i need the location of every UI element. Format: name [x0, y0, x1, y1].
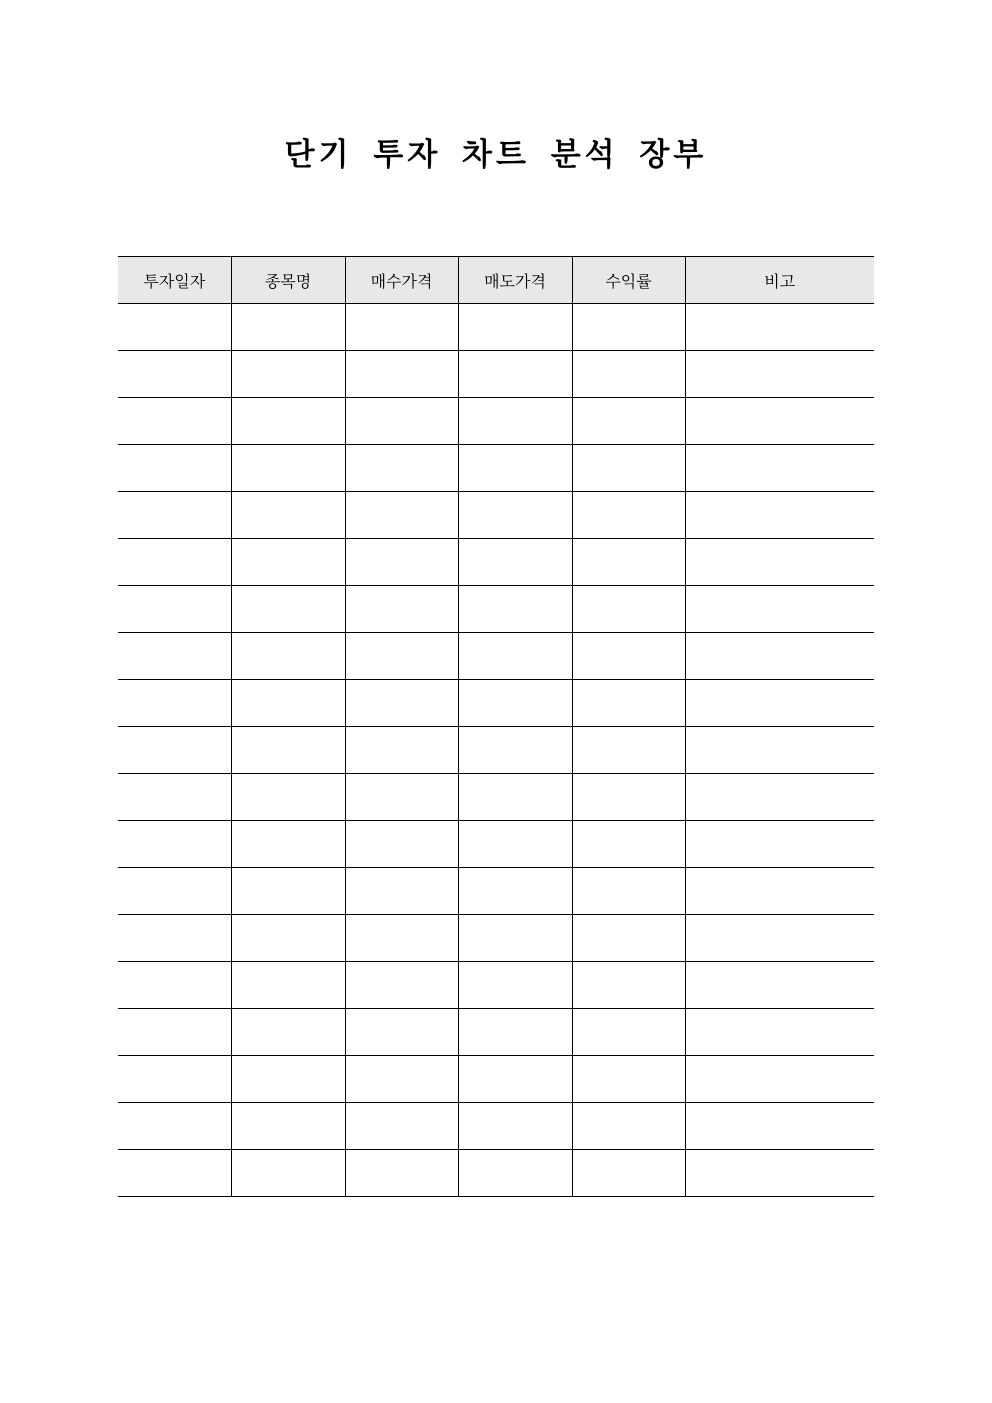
cell-investment-date[interactable]: [118, 1056, 231, 1103]
table-row: [118, 727, 874, 774]
cell-buy-price[interactable]: [345, 633, 458, 680]
table-row: [118, 1009, 874, 1056]
cell-stock-name[interactable]: [231, 680, 345, 727]
cell-sell-price[interactable]: [458, 727, 572, 774]
cell-buy-price[interactable]: [345, 727, 458, 774]
table-header-row: [118, 257, 874, 304]
cell-return-rate[interactable]: [572, 492, 685, 539]
cell-stock-name[interactable]: [231, 492, 345, 539]
cell-remarks[interactable]: [685, 868, 874, 915]
cell-remarks[interactable]: [685, 633, 874, 680]
cell-buy-price[interactable]: [345, 915, 458, 962]
cell-buy-price[interactable]: [345, 774, 458, 821]
cell-stock-name[interactable]: [231, 1009, 345, 1056]
cell-stock-name[interactable]: [231, 633, 345, 680]
cell-sell-price[interactable]: [458, 492, 572, 539]
cell-stock-name[interactable]: [231, 774, 345, 821]
cell-investment-date[interactable]: [118, 868, 231, 915]
cell-sell-price[interactable]: [458, 1056, 572, 1103]
cell-investment-date[interactable]: [118, 445, 231, 492]
cell-stock-name[interactable]: [231, 398, 345, 445]
cell-sell-price[interactable]: [458, 633, 572, 680]
header-return-rate: 수익률: [572, 257, 685, 304]
cell-stock-name[interactable]: [231, 727, 345, 774]
cell-sell-price[interactable]: [458, 962, 572, 1009]
header-investment-date: 투자일자: [118, 257, 231, 304]
header-remarks: 비고: [685, 257, 874, 304]
cell-remarks[interactable]: [685, 304, 874, 351]
cell-return-rate[interactable]: [572, 1103, 685, 1150]
cell-remarks[interactable]: [685, 445, 874, 492]
table-row: [118, 351, 874, 398]
cell-investment-date[interactable]: [118, 398, 231, 445]
cell-return-rate[interactable]: [572, 539, 685, 586]
cell-stock-name[interactable]: [231, 915, 345, 962]
cell-return-rate[interactable]: [572, 398, 685, 445]
cell-buy-price[interactable]: [345, 398, 458, 445]
cell-remarks[interactable]: [685, 351, 874, 398]
cell-stock-name[interactable]: [231, 868, 345, 915]
cell-buy-price[interactable]: [345, 1150, 458, 1197]
cell-investment-date[interactable]: [118, 1009, 231, 1056]
table-row: [118, 398, 874, 445]
cell-remarks[interactable]: [685, 586, 874, 633]
cell-investment-date[interactable]: [118, 351, 231, 398]
header-sell-price: 매도가격: [458, 257, 572, 304]
table-row: [118, 868, 874, 915]
table-row: [118, 445, 874, 492]
cell-buy-price[interactable]: [345, 539, 458, 586]
header-stock-name: 종목명: [231, 257, 345, 304]
cell-stock-name[interactable]: [231, 586, 345, 633]
cell-buy-price[interactable]: [345, 586, 458, 633]
cell-remarks[interactable]: [685, 915, 874, 962]
cell-stock-name[interactable]: [231, 1150, 345, 1197]
cell-sell-price[interactable]: [458, 586, 572, 633]
cell-stock-name[interactable]: [231, 962, 345, 1009]
cell-buy-price[interactable]: [345, 1103, 458, 1150]
table-body: [118, 304, 874, 1197]
cell-remarks[interactable]: [685, 492, 874, 539]
cell-remarks[interactable]: [685, 1009, 874, 1056]
cell-investment-date[interactable]: [118, 492, 231, 539]
cell-return-rate[interactable]: [572, 304, 685, 351]
table-row: [118, 539, 874, 586]
table-row: [118, 492, 874, 539]
page-title: 단기 투자 차트 분석 장부: [284, 137, 708, 173]
table-row: [118, 680, 874, 727]
table-row: [118, 1056, 874, 1103]
cell-return-rate[interactable]: [572, 1056, 685, 1103]
cell-sell-price[interactable]: [458, 774, 572, 821]
cell-remarks[interactable]: [685, 821, 874, 868]
cell-sell-price[interactable]: [458, 398, 572, 445]
cell-return-rate[interactable]: [572, 915, 685, 962]
cell-sell-price[interactable]: [458, 1150, 572, 1197]
table-row: [118, 1150, 874, 1197]
cell-buy-price[interactable]: [345, 680, 458, 727]
cell-remarks[interactable]: [685, 1056, 874, 1103]
header-buy-price: 매수가격: [345, 257, 458, 304]
table-row: [118, 962, 874, 1009]
cell-buy-price[interactable]: [345, 868, 458, 915]
cell-investment-date[interactable]: [118, 586, 231, 633]
cell-sell-price[interactable]: [458, 915, 572, 962]
cell-investment-date[interactable]: [118, 774, 231, 821]
table-row: [118, 304, 874, 351]
cell-remarks[interactable]: [685, 774, 874, 821]
cell-remarks[interactable]: [685, 539, 874, 586]
cell-stock-name[interactable]: [231, 1103, 345, 1150]
investment-ledger-table: [118, 256, 874, 1197]
cell-investment-date[interactable]: [118, 539, 231, 586]
cell-sell-price[interactable]: [458, 304, 572, 351]
cell-investment-date[interactable]: [118, 304, 231, 351]
cell-return-rate[interactable]: [572, 586, 685, 633]
cell-remarks[interactable]: [685, 962, 874, 1009]
table-row: [118, 633, 874, 680]
cell-remarks[interactable]: [685, 1103, 874, 1150]
cell-sell-price[interactable]: [458, 821, 572, 868]
cell-return-rate[interactable]: [572, 1009, 685, 1056]
cell-return-rate[interactable]: [572, 445, 685, 492]
cell-investment-date[interactable]: [118, 633, 231, 680]
cell-buy-price[interactable]: [345, 1009, 458, 1056]
cell-return-rate[interactable]: [572, 821, 685, 868]
cell-sell-price[interactable]: [458, 1103, 572, 1150]
cell-return-rate[interactable]: [572, 351, 685, 398]
cell-return-rate[interactable]: [572, 774, 685, 821]
cell-sell-price[interactable]: [458, 539, 572, 586]
table-row: [118, 821, 874, 868]
cell-return-rate[interactable]: [572, 962, 685, 1009]
cell-sell-price[interactable]: [458, 1009, 572, 1056]
cell-return-rate[interactable]: [572, 680, 685, 727]
cell-remarks[interactable]: [685, 398, 874, 445]
cell-investment-date[interactable]: [118, 962, 231, 1009]
cell-stock-name[interactable]: [231, 445, 345, 492]
cell-investment-date[interactable]: [118, 680, 231, 727]
cell-sell-price[interactable]: [458, 680, 572, 727]
cell-investment-date[interactable]: [118, 727, 231, 774]
cell-buy-price[interactable]: [345, 445, 458, 492]
cell-buy-price[interactable]: [345, 1056, 458, 1103]
cell-sell-price[interactable]: [458, 868, 572, 915]
cell-buy-price[interactable]: [345, 962, 458, 1009]
cell-investment-date[interactable]: [118, 1103, 231, 1150]
cell-stock-name[interactable]: [231, 821, 345, 868]
cell-stock-name[interactable]: [231, 304, 345, 351]
cell-stock-name[interactable]: [231, 539, 345, 586]
table-row: [118, 915, 874, 962]
cell-stock-name[interactable]: [231, 351, 345, 398]
table-row: [118, 1103, 874, 1150]
cell-buy-price[interactable]: [345, 351, 458, 398]
cell-stock-name[interactable]: [231, 1056, 345, 1103]
cell-buy-price[interactable]: [345, 492, 458, 539]
cell-remarks[interactable]: [685, 1150, 874, 1197]
table-row: [118, 586, 874, 633]
cell-investment-date[interactable]: [118, 915, 231, 962]
cell-investment-date[interactable]: [118, 1150, 231, 1197]
cell-return-rate[interactable]: [572, 868, 685, 915]
cell-sell-price[interactable]: [458, 351, 572, 398]
cell-sell-price[interactable]: [458, 445, 572, 492]
cell-return-rate[interactable]: [572, 1150, 685, 1197]
cell-remarks[interactable]: [685, 727, 874, 774]
table-row: [118, 774, 874, 821]
cell-investment-date[interactable]: [118, 821, 231, 868]
cell-remarks[interactable]: [685, 680, 874, 727]
cell-buy-price[interactable]: [345, 821, 458, 868]
cell-buy-price[interactable]: [345, 304, 458, 351]
cell-return-rate[interactable]: [572, 727, 685, 774]
cell-return-rate[interactable]: [572, 633, 685, 680]
